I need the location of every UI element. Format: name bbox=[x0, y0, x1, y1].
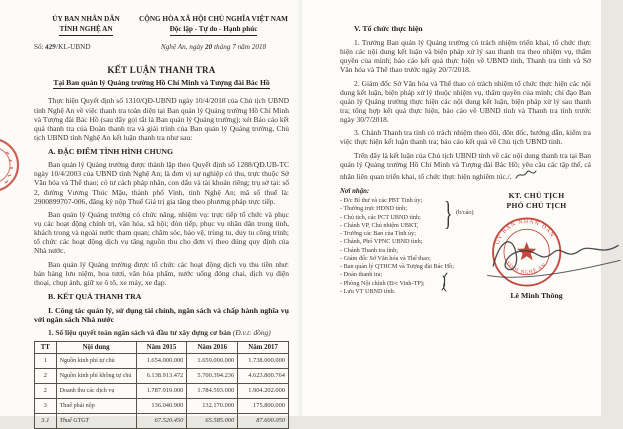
motto-line: Độc lập - Tự do - Hạnh phúc bbox=[170, 25, 258, 37]
cell-2017: 87.600.050 bbox=[238, 413, 289, 428]
recipients-brace: } bbox=[444, 193, 453, 232]
table-row bbox=[35, 413, 289, 428]
table-caption bbox=[34, 328, 289, 337]
cell-2015: 6.138.913.472 bbox=[136, 368, 187, 383]
cell-2016: 65.585.000 bbox=[187, 413, 238, 428]
cell-label: Doanh thu các dịch vụ bbox=[56, 383, 136, 398]
recipient-item: - Chánh, Phó VPNC UBND tỉnh; bbox=[340, 238, 423, 246]
cell-label: Thuế phải nộp bbox=[56, 398, 136, 413]
number-prefix: Số: bbox=[34, 43, 44, 52]
cell-tt: 1 bbox=[35, 353, 57, 368]
budget-table bbox=[34, 341, 289, 429]
recipient-item: - Lưu VT UBND tỉnh. bbox=[340, 287, 396, 295]
section-v-heading: V. Tổ chức thực hiện bbox=[354, 24, 423, 33]
header-tt: TT bbox=[35, 341, 57, 353]
table-row bbox=[35, 353, 289, 368]
recipients-block bbox=[340, 187, 482, 301]
issuing-org bbox=[34, 15, 138, 36]
signature-block bbox=[482, 187, 591, 301]
date-prefix: Nghệ An, ngày bbox=[160, 43, 204, 52]
org-name-line2: TỈNH NGHỆ AN bbox=[59, 25, 112, 37]
intro-paragraph: Thực hiện Quyết định số 1310/QĐ-UBND ngày 10/4/2018 của Chủ tịch UBND tỉnh Nghệ An về việc thanh tra toàn diện tại Ban quản lý Quảng trường Hồ Chí Minh và Tượng đài Bác Hồ (sau đây gọi tắt là Ban quản lý Quảng trường); xét Báo cáo kết quả thanh tra của Đoàn thanh tra và giải trình của Ban quản lý Quảng trường, Chủ tịch UBND tỉnh Nghệ An kết luận thanh tra như sau: bbox=[34, 96, 289, 142]
cell-2015: 67.520.450 bbox=[136, 413, 187, 428]
recipient-item: - Chủ tịch, các PCT UBND tỉnh; bbox=[340, 213, 421, 221]
national-title: CỘNG HÒA XÃ HỘI CHỦ NGHĨA VIỆT NAM bbox=[139, 15, 288, 23]
page-left bbox=[0, 0, 301, 425]
document-title bbox=[34, 65, 289, 89]
table-caption-unit: (Đ.v.t: đồng) bbox=[232, 327, 271, 337]
handwritten-initials-icon bbox=[514, 169, 538, 180]
closing-text: Trên đây là kết luận của Chủ tịch UBND tỉnh về các nội dung thanh tra tại Ban quản lý Quảng trường Hồ Chí Minh và Tượng đài Bác Hồ; yêu cầu các tập thể, cá nhân liên quan triển khai, tổ chức thực hiện nghiêm túc./. bbox=[340, 150, 591, 181]
table-row bbox=[35, 368, 289, 383]
header-2015: Năm 2015 bbox=[136, 341, 187, 353]
date-day-handwritten: 20 bbox=[204, 43, 213, 52]
cell-2017: 175.800.000 bbox=[238, 398, 289, 413]
recipient-item: - Trưởng các Ban của Tỉnh ủy; bbox=[340, 230, 416, 237]
cell-2016: 5.700.394.236 bbox=[187, 368, 238, 383]
cell-label: Thuế GTGT bbox=[56, 413, 136, 428]
cell-tt: 2 bbox=[35, 368, 57, 383]
section-b-heading: B. KẾT QUẢ THANH TRA bbox=[48, 291, 142, 301]
document-header bbox=[34, 15, 289, 36]
header-2017: Năm 2017 bbox=[238, 341, 289, 353]
number-date-row bbox=[34, 43, 289, 51]
number-suffix: /KL-UBND bbox=[56, 43, 91, 52]
paragraph-a2: Ban quản lý Quảng trường có chức năng, nhiệm vụ: trực tiếp tổ chức và phục vụ các hoạt động chính trị, văn hóa, xã hội; đón tiếp, phục vụ nhân dân trong tỉnh, khách trong và ngoài nước tham quan; chăm sóc, bảo vệ, trùng tu, duy tu công trình; tổ chức các hoạt động dịch vụ tăng nguồn thu cho đơn vị theo đúng quy định của Nhà nước. bbox=[34, 209, 289, 256]
recipient-item: - Đ/c Bí thư và các PBT Tỉnh ủy; bbox=[340, 197, 423, 204]
seal-text-bottom: TỈNH NGHỆ AN bbox=[503, 260, 548, 277]
cell-2017: 1.904.202.000 bbox=[238, 383, 289, 398]
recipient-item: - Chánh VP, Chủ nhiệm UBKT, bbox=[340, 221, 419, 229]
table-row bbox=[35, 398, 289, 413]
paragraph-v1: 1. Trưởng Ban quản lý Quảng trường có trách nhiệm triển khai, tổ chức thực hiện các nội dung kết luận và biện pháp xử lý sau thanh tra theo nhiệm vụ, thẩm quyền của mình; báo cáo kết quả thực hiện về UBND tỉnh, Thanh tra tỉnh và Sở Văn hóa và Thể thao trước ngày 20/7/2018. bbox=[340, 38, 591, 75]
cell-2016: 1.659.000.000 bbox=[187, 353, 238, 368]
date-suffix: tháng 7 năm 2018 bbox=[214, 43, 267, 52]
seal-and-signature bbox=[482, 213, 591, 289]
table-row bbox=[35, 383, 289, 398]
section-b1-heading: I. Công tác quản lý, sử dụng tài chính, ngân sách và chấp hành nghĩa vụ với ngân sách Nhà nước bbox=[34, 305, 289, 324]
cell-2016: 132.170.000 bbox=[187, 398, 238, 413]
signer-title-line1: KT. CHỦ TỊCH bbox=[508, 190, 565, 200]
document-date bbox=[138, 43, 289, 51]
recipient-item: - Giám đốc Sở Văn hóa và Thể thao; bbox=[340, 254, 431, 262]
handwritten-signature-icon bbox=[483, 219, 623, 285]
handwritten-check-icon bbox=[436, 270, 452, 294]
recipient-item: - Đoàn thanh tra; bbox=[340, 271, 383, 279]
paragraph-a3: Ban quản lý Quảng trường được tổ chức các hoạt động dịch vụ thu tiền như: bán hàng lưu niệm, hoa tươi, văn hóa phẩm, nước uống đóng chai, dịch vụ điện thoại, chụp ảnh, giữ xe ô tô, xe máy, xe đạp. bbox=[34, 259, 289, 287]
title-main: KẾT LUẬN THANH TRA bbox=[107, 65, 216, 76]
signer-title-line2: PHÓ CHỦ TỊCH bbox=[506, 201, 567, 211]
cell-2017: 1.738.000.000 bbox=[238, 353, 289, 368]
cell-tt: 3.1 bbox=[35, 413, 57, 428]
paragraph-v3: 3. Chánh Thanh tra tỉnh có trách nhiệm theo dõi, đôn đốc, hướng dẫn, kiểm tra việc thực hiện kết luận thanh tra; báo cáo kết quả về Chủ tịch UBND tỉnh. bbox=[340, 128, 591, 147]
recipient-item: - Chánh Thanh tra tỉnh; bbox=[340, 246, 398, 254]
cell-2015: 136.040.900 bbox=[136, 398, 187, 413]
table-header-row bbox=[35, 341, 289, 353]
section-a-heading: A. ĐẶC ĐIỂM TÌNH HÌNH CHUNG bbox=[48, 147, 174, 157]
paragraph-v2: 2. Giám đốc Sở Văn hóa và Thể thao có trách nhiệm tổ chức thực hiện các nội dung kết luận, biện pháp xử lý thuộc nhiệm vụ, thẩm quyền của mình; chỉ đạo Ban quản lý Quảng trường thực hiện các nội dung kết luận, biện pháp xử lý sau thanh tra; tổng hợp kết quả thực hiện, báo cáo về UBND tỉnh và Thanh tra tỉnh trước ngày 30/7/2018. bbox=[340, 78, 591, 125]
document-number bbox=[34, 43, 138, 51]
header-2016: Năm 2016 bbox=[187, 341, 238, 353]
recipient-item: - Thường trực HĐND tỉnh; bbox=[340, 205, 407, 213]
cell-2015: 1.654.000.000 bbox=[136, 353, 187, 368]
cell-label: Nguồn kinh phí tự chủ bbox=[56, 353, 136, 368]
recipients-label: Nơi nhận: bbox=[340, 187, 370, 195]
cell-tt: 3 bbox=[35, 398, 57, 413]
cell-2017: 4.623.800.764 bbox=[238, 368, 289, 383]
cell-label: Nguồn kinh phí không tự chủ bbox=[56, 368, 136, 383]
title-sub: Tại Ban quản lý Quảng trường Hồ Chí Minh và Tượng đài Bác Hồ bbox=[53, 78, 270, 88]
recipients-note: (b/cáo) bbox=[456, 208, 474, 216]
recipient-item: - Phòng Nội chính (Đ/c Vinh-TP); bbox=[340, 279, 425, 287]
national-motto bbox=[138, 15, 289, 36]
paragraph-a1: Ban quản lý Quảng trường được thành lập theo Quyết định số 1288/QĐ.UB-TC ngày 10/4/2003 của UBND tỉnh Nghệ An; là đơn vị sự nghiệp có thu, trực thuộc Sở Văn hóa và Thể thao; có tư cách pháp nhân, con dấu và tài khoản riêng; trụ sở tại: số 2, đường Vương Thúc Mậu, thành phố Vinh, tỉnh Nghệ An; mã số thuế là: 2900899707-006, đăng ký nộp Thuế Giá trị gia tăng theo phương pháp trực tiếp. bbox=[34, 160, 289, 206]
page-right bbox=[301, 0, 601, 416]
cell-tt: 2 bbox=[35, 383, 57, 398]
cell-2016: 1.784.593.000 bbox=[187, 383, 238, 398]
org-name-line1: ỦY BAN NHÂN DÂN bbox=[52, 15, 120, 23]
recipient-item: - Ban quản lý QTHCM và Tượng đài Bác Hồ; bbox=[340, 263, 454, 270]
paragraph-closing bbox=[340, 151, 591, 181]
header-noidung: Nội dung bbox=[56, 341, 136, 353]
signature-footer bbox=[340, 187, 591, 301]
signer-name: Lê Minh Thông bbox=[510, 291, 563, 301]
seal-text-top: ỦY BAN NHÂN DÂN bbox=[494, 219, 555, 246]
table-caption-text: 1. Số liệu quyết toán ngân sách và đầu tư xây dựng cơ bản bbox=[48, 327, 231, 337]
number-handwritten: 429 bbox=[45, 43, 57, 52]
cell-2015: 1.787.919.000 bbox=[136, 383, 187, 398]
